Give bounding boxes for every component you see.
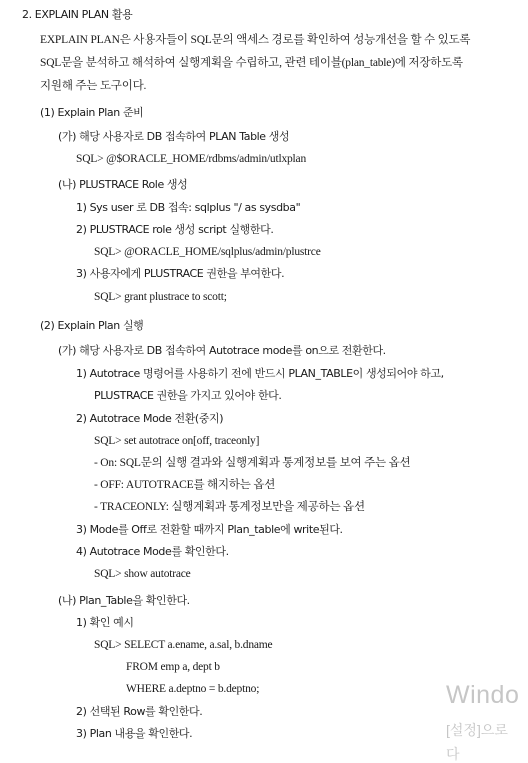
step-1b-item-3: 3) 사용자에게 PLUSTRACE 권한을 부여한다. (76, 267, 285, 280)
sql-example-line-2: FROM emp a, dept b (126, 661, 220, 673)
step-1b-item-2-command: SQL> @ORACLE_HOME/sqlplus/admin/plustrce (94, 246, 321, 258)
intro-line-3: 지원해 주는 도구이다. (40, 80, 147, 92)
section-heading: 2. EXPLAIN PLAN 활용 (22, 8, 133, 21)
step-1b-title: (나) PLUSTRACE Role 생성 (58, 178, 188, 191)
step-2b-item-3: 3) Plan 내용을 확인한다. (76, 727, 193, 740)
option-traceonly: - TRACEONLY: 실행계획과 통계정보만을 제공하는 옵션 (94, 501, 365, 513)
step-2a-item-2: 2) Autotrace Mode 전환(중지) (76, 412, 224, 425)
step-2b-item-2: 2) 선택된 Row를 확인한다. (76, 705, 203, 718)
step-1a-command: SQL> @$ORACLE_HOME/rdbms/admin/utlxplan (76, 153, 307, 165)
sql-example-line-1: SQL> SELECT a.ename, a.sal, b.dname (94, 639, 273, 651)
subsection-1-title: (1) Explain Plan 준비 (40, 106, 144, 119)
step-1b-item-1: 1) Sys user 로 DB 접속: sqlplus "/ as sysdba" (76, 201, 301, 214)
step-2a-title: (가) 해당 사용자로 DB 접속하여 Autotrace mode를 on으로 전환한다. (58, 344, 386, 357)
sql-example-line-3: WHERE a.deptno = b.deptno; (126, 683, 260, 695)
windows-activation-watermark-line-3: 다 (446, 746, 460, 762)
intro-line-1: EXPLAIN PLAN은 사용자들이 SQL문의 액세스 경로를 확인하여 성능개선을 할 수 있도록 (40, 34, 471, 46)
option-off: - OFF: AUTOTRACE를 해지하는 옵션 (94, 479, 276, 491)
windows-activation-watermark-title: Windo (446, 681, 520, 709)
step-1b-item-3-command: SQL> grant plustrace to scott; (94, 291, 227, 303)
step-1b-item-2: 2) PLUSTRACE role 생성 script 실행한다. (76, 223, 274, 236)
step-2a-item-2-command: SQL> set autotrace on[off, traceonly] (94, 435, 260, 447)
option-on: - On: SQL문의 실행 결과와 실행계획과 통계정보를 보여 주는 옵션 (94, 457, 411, 469)
intro-line-2: SQL문을 분석하고 해석하여 실행계획을 수립하고, 관련 테이블(plan_table)에 저장하도록 (40, 57, 463, 69)
step-2a-item-4: 4) Autotrace Mode를 확인한다. (76, 545, 229, 558)
step-2a-item-3: 3) Mode를 Off로 전환할 때까지 Plan_table에 write된다. (76, 523, 343, 536)
step-1a-title: (가) 해당 사용자로 DB 접속하여 PLAN Table 생성 (58, 130, 290, 143)
step-2a-item-4-command: SQL> show autotrace (94, 568, 191, 580)
subsection-2-title: (2) Explain Plan 실행 (40, 319, 144, 332)
windows-activation-watermark-line-2: [설정]으로 (446, 722, 508, 738)
step-2b-item-1: 1) 확인 예시 (76, 616, 134, 629)
step-2a-item-1-line-2: PLUSTRACE 권한을 가지고 있어야 한다. (94, 389, 282, 402)
step-2a-item-1-line-1: 1) Autotrace 명령어를 사용하기 전에 반드시 PLAN_TABLE이 생성되어야 하고, (76, 367, 444, 380)
step-2b-title: (나) Plan_Table을 확인한다. (58, 594, 190, 607)
